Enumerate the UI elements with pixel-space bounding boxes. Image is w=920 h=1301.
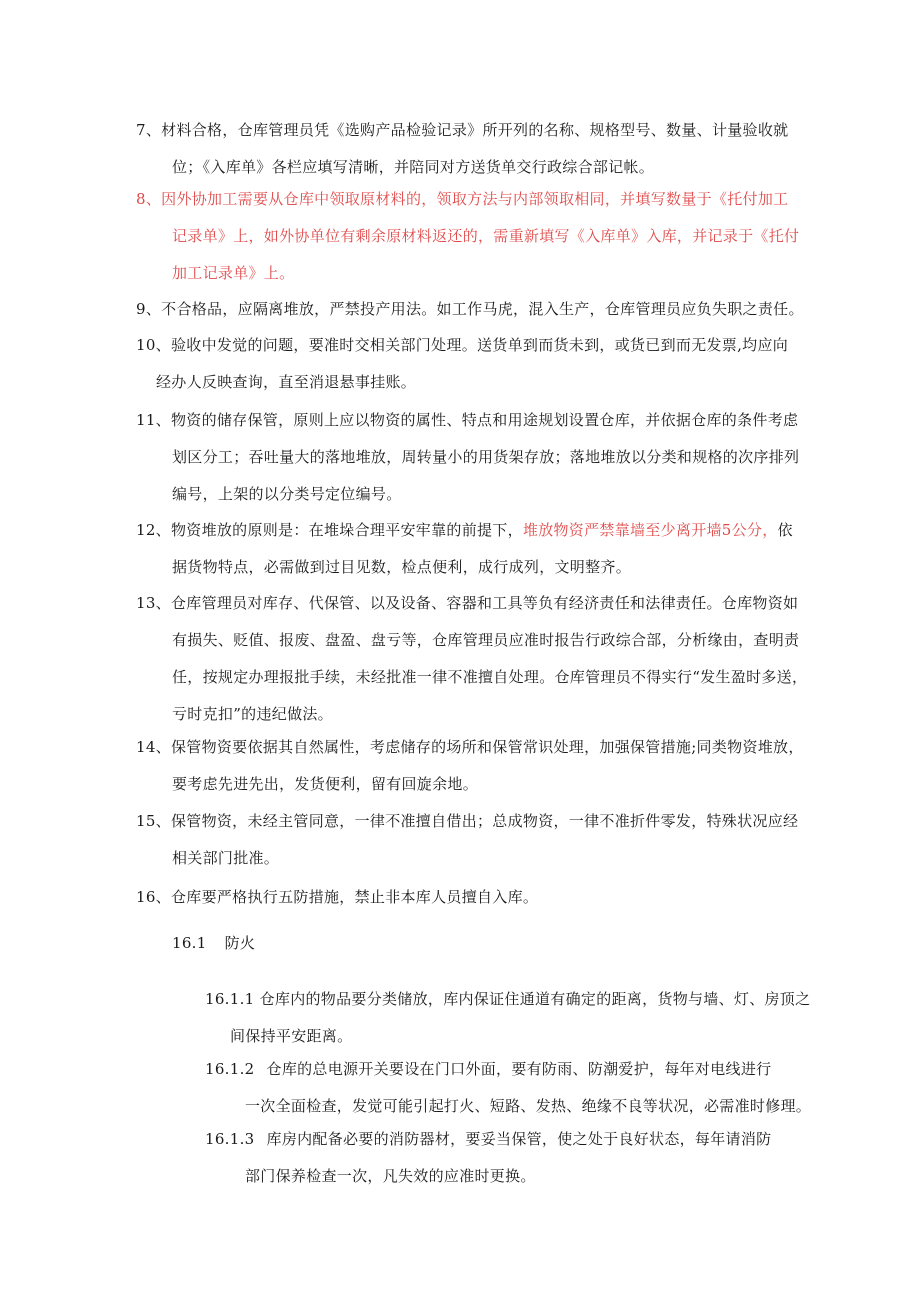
sub-clause-number: 16.1.2	[205, 1060, 255, 1078]
highlighted-text: 堆放物资严禁靠墙至少离开墙5公分，	[522, 521, 778, 539]
sub-clause-16-1-2	[205, 1051, 811, 1125]
clause-line: 划区分工；吞吐量大的落地堆放，周转量小的用货架存放；落地堆放以分类和规格的次序排列	[172, 448, 800, 466]
clause-line: 任，按规定办理报批手续，未经批准一律不准擅自处理。仓库管理员不得实行“发生盈时多送，	[172, 668, 808, 686]
clause-line: 16、仓库要严格执行五防措施，禁止非本库人员擅自入库。	[136, 888, 539, 906]
clause-line: 一次全面检查，发觉可能引起打火、短路、发热、绝缘不良等状况，必需准时修理。	[245, 1097, 812, 1115]
clause-line: 亏时克扣”的违纪做法。	[172, 705, 333, 723]
clause-13	[136, 585, 816, 733]
clause-line	[205, 1051, 811, 1088]
clause-line	[205, 981, 810, 1018]
clause-line: 15、保管物资，未经主管同意，一律不准擅自借出；总成物资，一律不准折件零发，特殊状况应经	[136, 812, 799, 830]
clause-9	[136, 291, 816, 328]
clause-line: 部门保养检查一次，凡失效的应准时更换。	[245, 1167, 536, 1185]
clause-text: 仓库内的物品要分类储放，库内保证住通道有确定的距离，货物与墙、灯、房顶之	[259, 990, 811, 1008]
clause-line: 经办人反映查询，直至消退悬事挂账。	[156, 373, 417, 391]
clause-line: 相关部门批准。	[172, 849, 280, 867]
clause-16	[136, 879, 816, 916]
clause-line: 7、材料合格，仓库管理员凭《选购产品检验记录》所开列的名称、规格型号、数量、计量验收就	[136, 121, 789, 139]
section-title: 防火	[224, 934, 256, 952]
clause-line	[136, 512, 816, 549]
clause-line: 9、不合格品，应隔离堆放，严禁投产用法。如工作马虎，混入生产，仓库管理员应负失职之责任。	[136, 300, 804, 318]
clause-11	[136, 402, 816, 513]
clause-line: 14、保管物资要依据其自然属性，考虑储存的场所和保管常识处理，加强保管措施;同类物资堆放，	[136, 738, 804, 756]
sub-clause-number: 16.1.3	[205, 1130, 255, 1148]
clause-text: 仓库的总电源开关要设在门口外面，要有防雨、防潮爱护，每年对电线进行	[266, 1060, 772, 1078]
clause-14	[136, 729, 816, 803]
clause-line: 位；《入库单》各栏应填写清晰，并陪同对方送货单交行政综合部记帐。	[172, 158, 655, 176]
clause-line: 13、仓库管理员对库存、代保管、以及设备、容器和工具等负有经济责任和法律责任。仓库物资如	[136, 594, 799, 612]
clause-8-highlighted	[136, 181, 816, 292]
clause-text: 依	[777, 521, 793, 539]
clause-line	[205, 1121, 771, 1158]
clause-line: 11、物资的储存保管，原则上应以物资的属性、特点和用途规划设置仓库，并依据仓库的条件考虑	[136, 411, 799, 429]
clause-12	[136, 512, 816, 586]
section-heading-16-1	[172, 925, 255, 962]
clause-line: 据货物特点，必需做到过目见数，检点便利，成行成列，文明整齐。	[172, 558, 632, 576]
clause-10	[136, 327, 816, 401]
clause-7	[136, 112, 816, 186]
clause-text: 12、物资堆放的原则是：在堆垛合理平安牢靠的前提下，	[136, 521, 523, 539]
clause-line: 记录单》上，如外协单位有剩余原材料返还的，需重新填写《入库单》入库，并记录于《托付	[172, 227, 800, 245]
section-number: 16.1	[172, 934, 207, 952]
sub-clause-16-1-3	[205, 1121, 771, 1195]
clause-line: 8、因外协加工需要从仓库中领取原材料的，领取方法与内部领取相同，并填写数量于《托付加工	[136, 190, 789, 208]
clause-line: 编号，上架的以分类号定位编号。	[172, 485, 402, 503]
clause-line: 有损失、贬值、报废、盘盈、盘亏等，仓库管理员应准时报告行政综合部，分析缘由，查明责	[172, 631, 800, 649]
clause-line: 间保持平安距离。	[230, 1027, 353, 1045]
sub-clause-number: 16.1.1	[205, 990, 255, 1008]
clause-line: 要考虑先进先出，发货便利，留有回旋余地。	[172, 775, 479, 793]
clause-text: 库房内配备必要的消防器材，要妥当保管，使之处于良好状态，每年请消防	[266, 1130, 772, 1148]
clause-line: 加工记录单》上。	[172, 264, 295, 282]
clause-15	[136, 803, 816, 877]
sub-clause-16-1-1	[205, 981, 810, 1055]
clause-line: 10、验收中发觉的问题，要准时交相关部门处理。送货单到而货未到，或货已到而无发票,均应向	[136, 336, 789, 354]
